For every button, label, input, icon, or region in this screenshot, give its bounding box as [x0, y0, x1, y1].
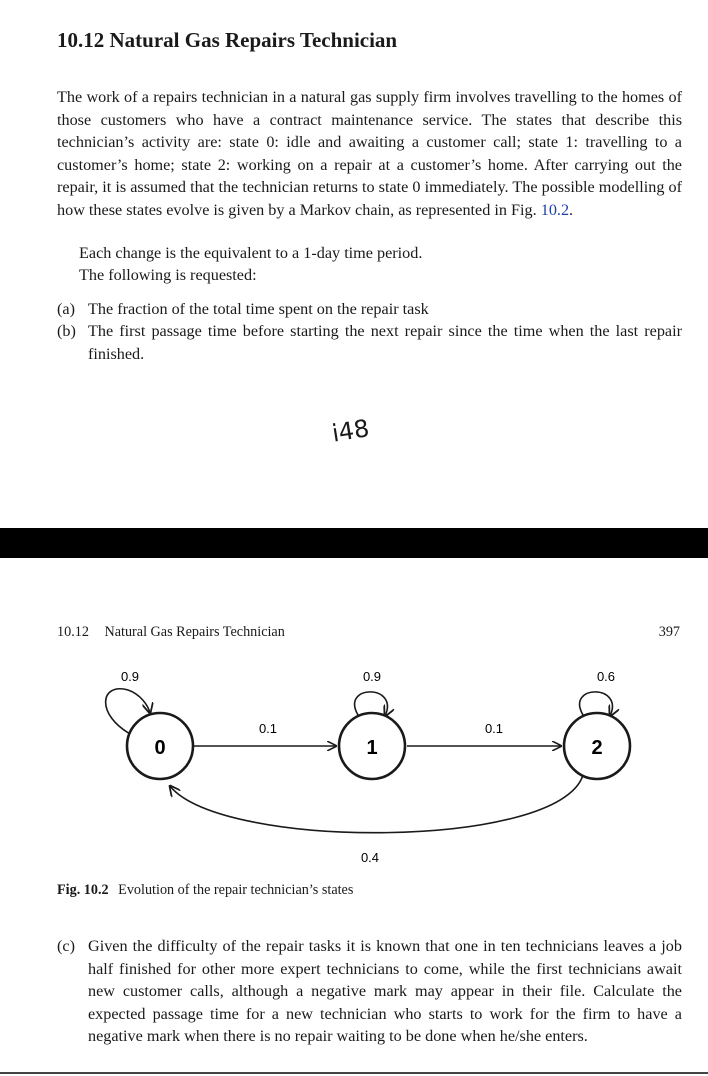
page-number: 397: [658, 624, 680, 640]
edge-0-1-prob: 0.1: [258, 721, 278, 736]
edge-2-0: [170, 775, 583, 833]
intro-text: The work of a repairs technician in a natural gas supply firm involves travelling to the homes of those customers who have a contract maintenance service. The states that describe this technician’s activity are: state 0: idle and awaiting a customer call; state 1: travelling to a customer’s home; state 2: working on a repair at a customer’s home. After carrying out the repair, it is assumed that the technician returns to state 0 immediately. The possible modelling of how these states evolve is given by a Markov chain, as represented in Fig.: [57, 88, 682, 219]
markov-chain-diagram: [0, 655, 708, 880]
handwritten-note: i48: [330, 414, 372, 448]
list-item-b: [57, 320, 682, 365]
line-change: Each change is the equivalent to a 1-day time period.: [79, 244, 423, 262]
self-loop-0-prob: 0.9: [120, 669, 140, 684]
running-header-number: 10.12: [57, 624, 89, 640]
running-header-title: Natural Gas Repairs Technician: [104, 624, 285, 640]
list-item-a: [57, 298, 682, 321]
item-text: Given the difficulty of the repair tasks it is known that one in ten technicians leaves a job half finished for other more expert technicians to come, while the first technicians await new customer calls, although a negative mark may appear in their file. Calculate the expected passage time for a new technician who starts to work for the firm to have a negative mark when there is no repair waiting to be done when he/she enters.: [88, 937, 682, 1045]
edge-1-2-prob: 0.1: [484, 721, 504, 736]
edge-2-0-prob: 0.4: [360, 850, 380, 865]
page-divider-band: [0, 528, 708, 558]
state-0-label: 0: [154, 737, 166, 759]
state-2-label: 2: [591, 737, 603, 759]
line-requested: The following is requested:: [79, 266, 257, 284]
item-text: The fraction of the total time spent on the repair task: [88, 300, 429, 318]
item-label: (c): [57, 937, 75, 955]
intro-end: .: [569, 200, 574, 219]
bottom-rule: [0, 1072, 708, 1074]
state-1-label: 1: [366, 737, 378, 759]
figure-caption: [57, 882, 353, 899]
item-label: (b): [57, 322, 76, 340]
self-loop-1-prob: 0.9: [362, 669, 382, 684]
section-title: 10.12 Natural Gas Repairs Technician: [57, 28, 398, 52]
intro-paragraph: [57, 86, 682, 221]
self-loop-2-prob: 0.6: [596, 669, 616, 684]
item-text: The first passage time before starting the next repair since the time when the last repair finished.: [88, 322, 682, 363]
list-item-c: [57, 935, 682, 1048]
caption-text: Evolution of the repair technician’s states: [118, 882, 354, 898]
figure-link[interactable]: 10.2: [540, 200, 570, 219]
running-header: [57, 624, 285, 641]
caption-label: Fig. 10.2: [57, 882, 109, 898]
item-label: (a): [57, 300, 75, 318]
